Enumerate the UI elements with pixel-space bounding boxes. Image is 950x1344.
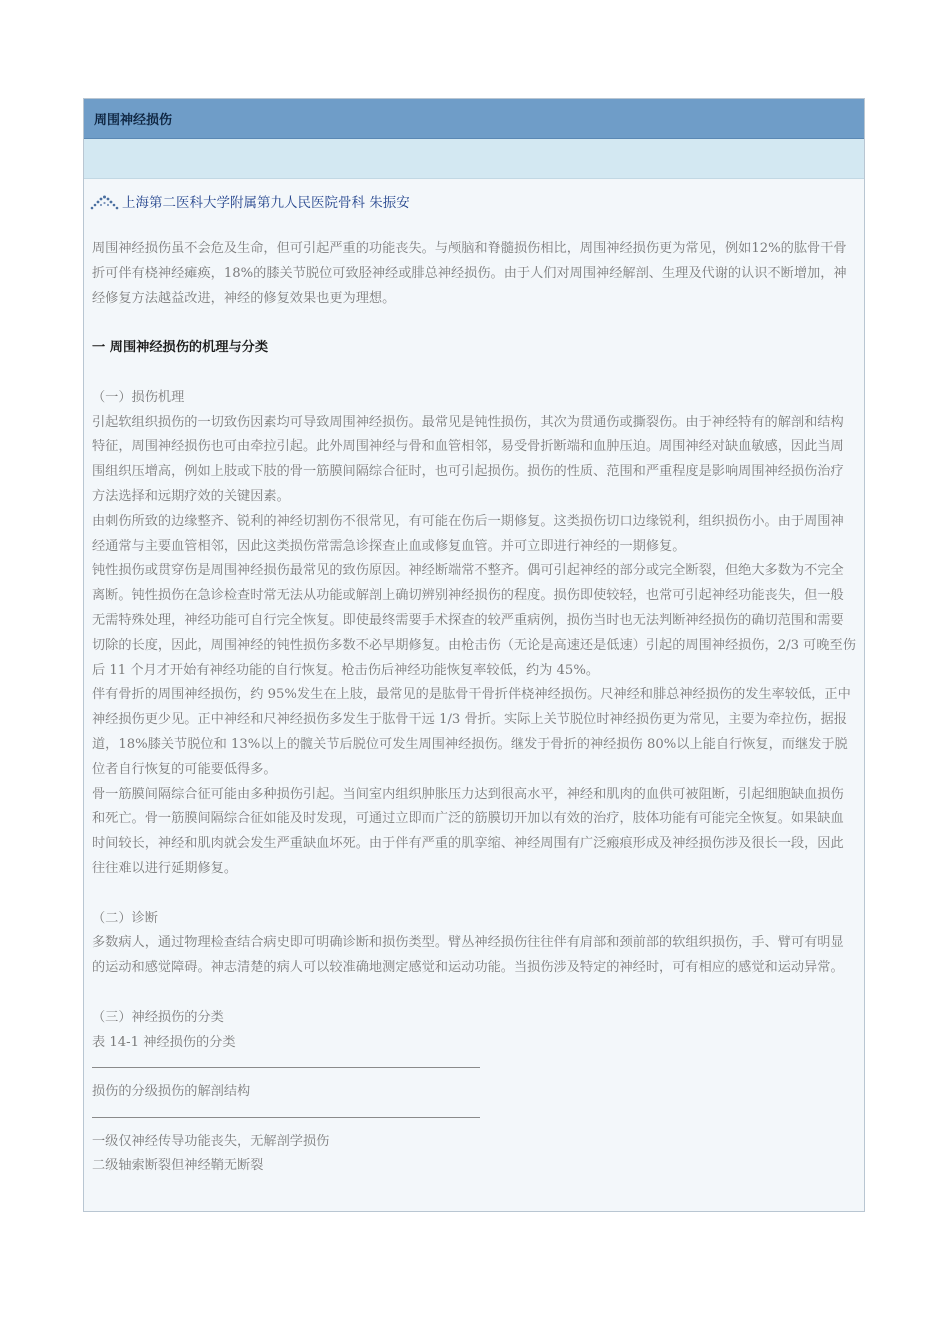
author-line: 上海第二医科大学附属第九人民医院骨科 朱振安 (122, 195, 410, 211)
subsection-heading-classification: （三）神经损伤的分类 (92, 1009, 224, 1025)
table-caption: 表 14-1 神经损伤的分类 (92, 1034, 236, 1050)
table-row: 二级轴索断裂但神经鞘无断裂 (92, 1158, 264, 1174)
subsection-heading-diagnosis: （二）诊断 (92, 910, 158, 926)
table-row: 一级仅神经传导功能丧失，无解剖学损伤 (92, 1133, 330, 1149)
diagnosis-paragraph: 多数病人，通过物理检查结合病史即可明确诊断和损伤类型。臂丛神经损伤往往伴有肩部和颈前部的软组织损伤，手、臂可有明显的运动和感觉障碍。神志清楚的病人可以较准确地测定感觉和运动功能。当损伤涉及特定的神经时，可有相应的感觉和运动异常。 (92, 935, 844, 976)
intro-paragraph: 周围神经损伤虽不会危及生命，但可引起严重的功能丧失。与颅脑和脊髓损伤相比，周围神经损伤更为常见，例如12%的肱骨干骨折可伴有桡神经瘫痪，18%的膝关节脱位可致胫神经或腓总神经损伤。由于人们对周围神经解剖、生理及代谢的认识不断增加，神经修复方法越益改进，神经的修复效果也更为理想。 (92, 241, 847, 306)
subsection-heading-mechanism: （一）损伤机理 (92, 389, 185, 405)
table-rule-mid (92, 1117, 480, 1118)
title-bar (84, 99, 864, 139)
author-row (84, 185, 864, 217)
mechanism-paragraph: 伴有骨折的周围神经损伤，约 95%发生在上肢，最常见的是肱骨干骨折伴桡神经损伤。尺神经和腓总神经损伤的发生率较低，正中神经损伤更少见。正中神经和尺神经损伤多发生于肱骨干远 1/3 骨折。实际上关节脱位时神经损伤更为常见，主要为牵拉伤，据报道，18%膝关节脱位和 13%以上的髋关节后脱位可发生周围神经损伤。继发于骨折的神经损伤 80%以上能自行恢复，而继发于脱位者自行恢复的可能要低得多。 (92, 687, 851, 777)
article-frame (83, 98, 865, 1212)
dotted-arc-logo-icon (90, 190, 120, 212)
page-title: 周围神经损伤 (94, 113, 173, 128)
mechanism-paragraph: 引起软组织损伤的一切致伤因素均可导致周围神经损伤。最常见是钝性损伤，其次为贯通伤或撕裂伤。由于神经特有的解剖和结构特征，周围神经损伤也可由牵拉引起。此外周围神经与骨和血管相邻，易受骨折断端和血肿压迫。周围神经对缺血敏感，因此当周围组织压增高，例如上肢或下肢的骨一筋膜间隔综合征时，也可引起损伤。损伤的性质、范围和严重程度是影响周围神经损伤治疗方法选择和远期疗效的关键因素。 (92, 414, 844, 504)
article-body (84, 217, 864, 1179)
mechanism-paragraph: 钝性损伤或贯穿伤是周围神经损伤最常见的致伤原因。神经断端常不整齐。偶可引起神经的部分或完全断裂，但绝大多数为不完全离断。钝性损伤在急诊检查时常无法从功能或解剖上确切辨别神经损伤的程度。损伤即使较轻，也常可引起神经功能丧失，但一般无需特殊处理，神经功能可自行完全恢复。即使最终需要手术探查的较严重病例，损伤当时也无法判断神经损伤的确切范围和需要切除的长度，因此，周围神经的钝性损伤多数不必早期修复。由枪击伤（无论是高速还是低速）引起的周围神经损伤，2/3 可晚至伤后 11 个月才开始有神经功能的自行恢复。枪击伤后神经功能恢复率较低，约为 45%。 (92, 563, 856, 678)
mechanism-paragraph: 由刺伤所致的边缘整齐、锐利的神经切割伤不很常见，有可能在伤后一期修复。这类损伤切口边缘锐利，组织损伤小。由于周围神经通常与主要血管相邻，因此这类损伤常需急诊探查止血或修复血管。并可立即进行神经的一期修复。 (92, 513, 844, 554)
section-heading: 一 周围神经损伤的机理与分类 (92, 340, 269, 356)
subtitle-bar (84, 139, 864, 179)
table-header: 损伤的分级损伤的解剖结构 (92, 1084, 251, 1100)
mechanism-paragraph: 骨一筋膜间隔综合征可能由多种损伤引起。当间室内组织肿胀压力达到很高水平，神经和肌肉的血供可被阻断，引起细胞缺血损伤和死亡。骨一筋膜间隔综合征如能及时发现，可通过立即而广泛的筋膜切开加以有效的治疗，肢体功能有可能完全恢复。如果缺血时间较长，神经和肌肉就会发生严重缺血坏死。由于伴有严重的肌挛缩、神经周围有广泛瘢痕形成及神经损伤涉及很长一段，因此往往难以进行延期修复。 (92, 786, 844, 876)
table-rule-top (92, 1067, 480, 1068)
